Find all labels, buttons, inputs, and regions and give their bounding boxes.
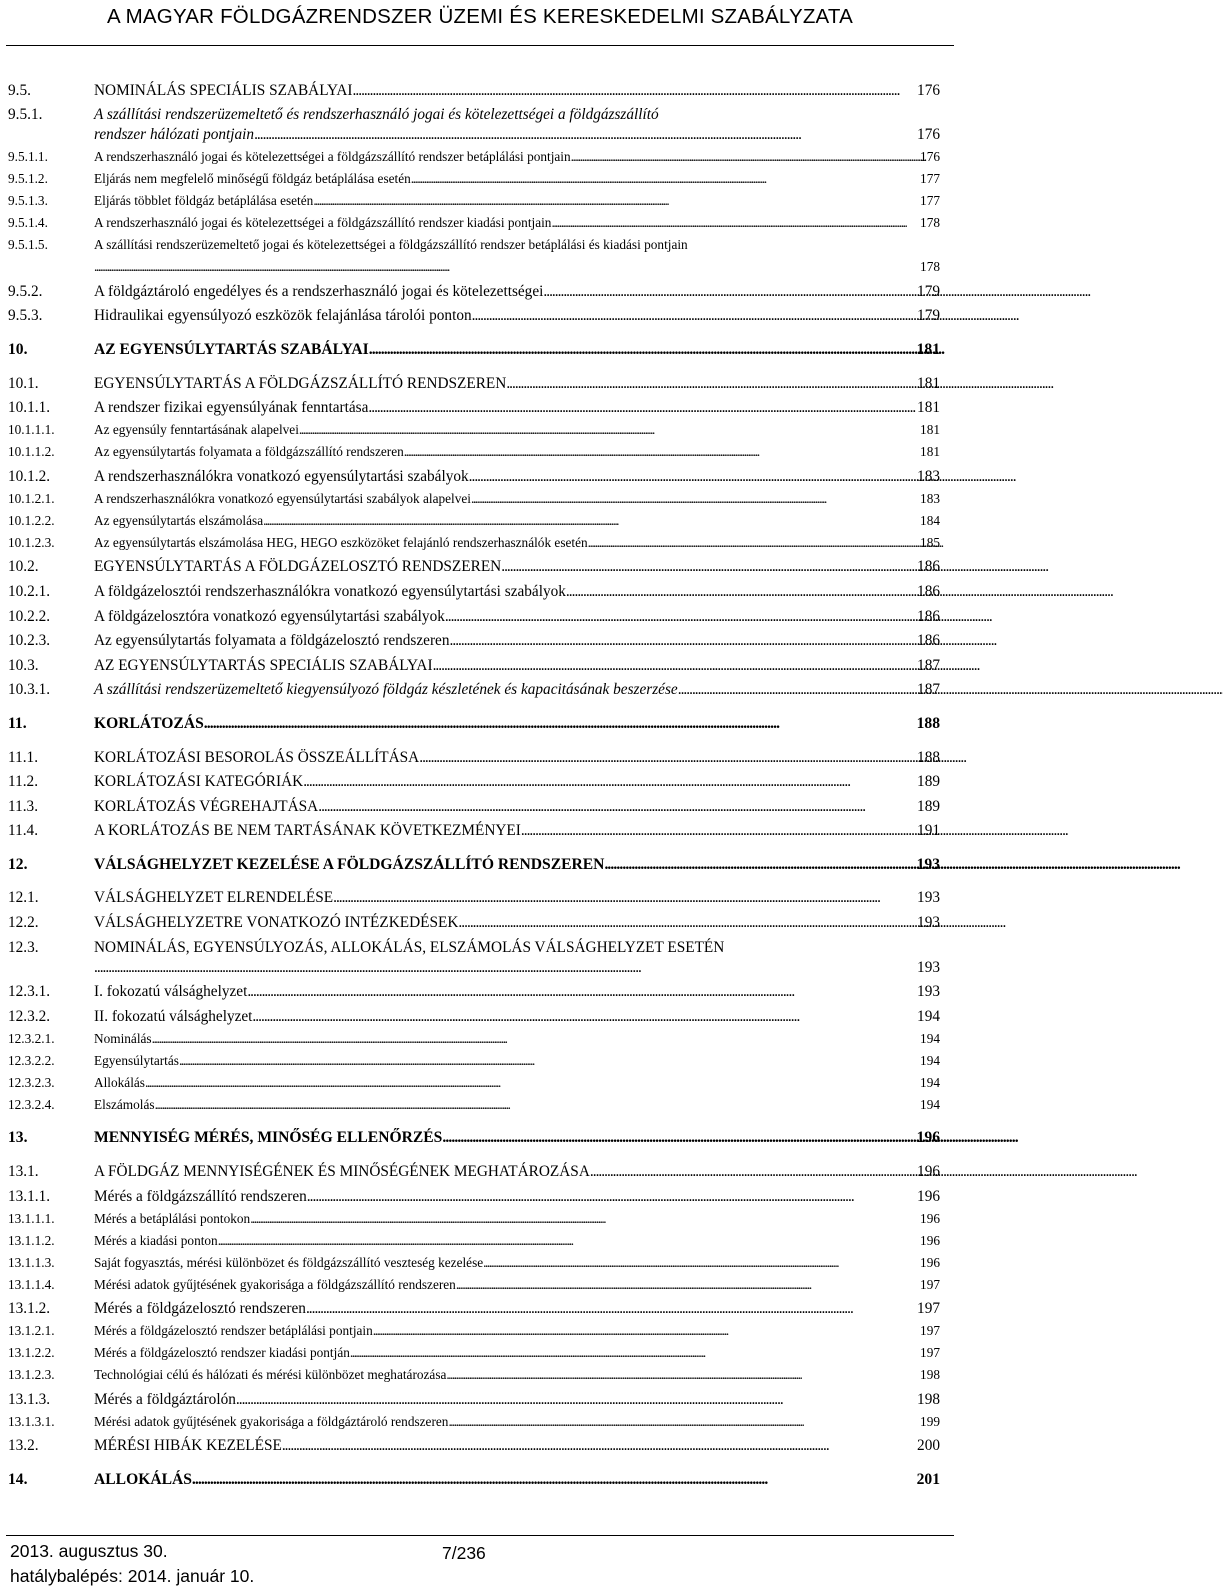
toc-dot-leader <box>179 1052 918 1069</box>
toc-entry-title: AZ EGYENSÚLYTARTÁS SPECIÁLIS SZABÁLYAI <box>94 656 433 674</box>
toc-dot-leader <box>192 1471 915 1488</box>
toc-dot-leader <box>458 914 915 931</box>
toc-dot-leader <box>483 1254 918 1271</box>
toc-entry[interactable] <box>8 145 940 167</box>
toc-entry-number: 13.1. <box>8 1163 39 1181</box>
toc-dot-leader <box>353 82 916 99</box>
toc-dot-leader <box>333 889 915 906</box>
toc-entry[interactable] <box>8 1182 940 1207</box>
toc-dot-leader <box>369 341 915 358</box>
toc-entry-title: Elszámolás <box>94 1096 155 1112</box>
toc-entry-title: Mérés a földgázelosztó rendszeren <box>94 1300 306 1318</box>
toc-entry-title: A földgázelosztói rendszerhasználókra vonatkozó egyensúlytartási szabályok <box>94 582 566 600</box>
toc-entry[interactable] <box>8 1319 940 1341</box>
toc-entry[interactable] <box>8 369 940 394</box>
toc-entry[interactable] <box>8 335 940 360</box>
toc-entry-title: MENNYISÉG MÉRÉS, MINŐSÉG ELLENŐRZÉS <box>94 1129 443 1147</box>
toc-entry-title: VÁLSÁGHELYZET ELRENDELÉSE <box>94 889 334 907</box>
toc-dot-leader <box>456 1276 918 1293</box>
toc-entry[interactable] <box>8 462 940 487</box>
toc-entry-title: Eljárás nem megfelelő minőségű földgáz betáplálása esetén <box>94 171 411 187</box>
toc-entry-page: 187 <box>917 681 940 699</box>
toc-entry-title: Mérés a földgázszállító rendszeren <box>94 1187 307 1205</box>
toc-entry[interactable] <box>8 676 940 701</box>
toc-entry-title: EGYENSÚLYTARTÁS A FÖLDGÁZELOSZTÓ RENDSZEREN <box>94 558 502 576</box>
toc-entry-title: A rendszerhasználókra vonatkozó egyensúlytartási szabályok <box>94 467 469 485</box>
toc-entry-number: 9.5.2. <box>8 282 43 300</box>
toc-entry-page: 186 <box>917 632 940 650</box>
toc-dot-leader <box>448 1413 918 1430</box>
toc-entry-page: 176 <box>917 126 940 144</box>
toc-entry-title: Mérési adatok gyűjtésének gyakorisága a földgázszállító rendszeren <box>94 1276 456 1292</box>
toc-entry-page: 197 <box>917 1300 940 1318</box>
toc-entry-page: 198 <box>920 1367 940 1383</box>
toc-entry-title: Mérési adatok gyűjtésének gyakorisága a földgáztároló rendszeren <box>94 1413 449 1429</box>
toc-entry-title: rendszer hálózati pontjain <box>94 126 255 144</box>
header-rule <box>6 45 954 46</box>
toc-entry-number: 9.5.3. <box>8 307 43 325</box>
toc-entry-number: 12.3.2.3. <box>8 1074 55 1090</box>
toc-dot-leader <box>588 534 918 551</box>
toc-entry-number: 13.1.3.1. <box>8 1413 55 1429</box>
toc-entry-number: 13.1.1.1. <box>8 1210 55 1226</box>
toc-entry-page: 194 <box>920 1074 940 1090</box>
toc-entry[interactable] <box>8 440 940 462</box>
toc-entry-title: A földgáztároló engedélyes és a rendszerhasználó jogai és kötelezettségei <box>94 282 544 300</box>
toc-entry-title: A rendszerhasználókra vonatkozó egyensúlytartási szabályok alapelvei <box>94 490 471 506</box>
toc-entry[interactable] <box>8 1229 940 1251</box>
toc-dot-leader <box>471 490 918 507</box>
toc-dot-leader <box>236 1391 915 1408</box>
toc-entry-title: Mérés a földgázelosztó rendszer betáplálási pontjain <box>94 1323 373 1339</box>
toc-entry[interactable] <box>8 394 940 419</box>
toc-entry[interactable] <box>8 1295 940 1320</box>
toc-dot-leader <box>469 468 915 485</box>
toc-entry-page: 193 <box>916 855 940 873</box>
toc-dot-leader <box>368 399 915 416</box>
toc-dot-leader <box>506 375 915 392</box>
toc-entry-number: 11. <box>8 714 27 732</box>
toc-dot-leader <box>590 1163 915 1180</box>
toc-entry-title: KORLÁTOZÁS <box>94 714 204 732</box>
toc-entry-number: 11.1. <box>8 748 39 766</box>
toc-entry-page: 183 <box>920 490 940 506</box>
toc-entry[interactable] <box>8 211 940 233</box>
toc-dot-leader <box>252 1008 915 1025</box>
toc-entry-number: 13.1.2.3. <box>8 1367 55 1383</box>
toc-entry-title: A KORLÁTOZÁS BE NEM TARTÁSÁNAK KÖVETKEZMÉNYEI <box>94 822 521 840</box>
toc-entry-page: 193 <box>917 914 940 932</box>
toc-entry-number: 11.2. <box>8 773 39 791</box>
toc-entry-title: Mérés a földgázelosztó rendszer kiadási pontján <box>94 1345 350 1361</box>
toc-entry[interactable] <box>8 553 940 578</box>
toc-entry-number: 13.1.1. <box>8 1187 51 1205</box>
toc-entry[interactable] <box>8 487 940 509</box>
toc-entry-page: 193 <box>917 889 940 907</box>
toc-entry-page: 184 <box>920 512 940 528</box>
footer-date: 2013. augusztus 30. <box>10 1541 168 1561</box>
toc-dot-leader <box>445 608 915 625</box>
toc-dot-leader <box>521 822 915 839</box>
toc-entry-number: 10.2. <box>8 558 39 576</box>
toc-dot-leader <box>450 632 916 649</box>
toc-entry-number: 9.5. <box>8 81 31 99</box>
toc-entry-page: 193 <box>917 983 940 1001</box>
toc-entry-page: 186 <box>917 582 940 600</box>
toc-entry-title: Az egyensúlytartás folyamata a földgázelosztó rendszeren <box>94 632 450 650</box>
toc-entry-number: 10.1. <box>8 374 39 392</box>
toc-dot-leader <box>571 148 918 165</box>
toc-entry-page: 194 <box>920 1052 940 1068</box>
toc-entry[interactable] <box>8 1465 940 1490</box>
toc-entry-number: 12.1. <box>8 889 39 907</box>
toc-entry-number: 10.1.2.3. <box>8 534 55 550</box>
toc-entry-number: 9.5.1.5. <box>8 237 48 253</box>
toc-entry[interactable] <box>8 101 940 126</box>
toc-entry-number: 10.2.1. <box>8 582 51 600</box>
toc-entry-title: A szállítási rendszerüzemeltető jogai és kötelezettségei a földgázszállító rendszer betáplálási és kiadási pontjain <box>94 237 688 253</box>
toc-entry-number: 13.1.1.2. <box>8 1232 55 1248</box>
toc-entry-page: 191 <box>917 822 940 840</box>
toc-dot-leader <box>442 1129 914 1146</box>
toc-entry-number: 12.3. <box>8 938 39 956</box>
toc-entry-page: 193 <box>917 958 940 976</box>
toc-entry[interactable] <box>8 1341 940 1363</box>
toc-entry-number: 11.4. <box>8 822 39 840</box>
toc-entry[interactable] <box>8 602 940 627</box>
toc-entry-title: Technológiai célú és hálózati és mérési különbözet meghatározása <box>94 1367 447 1383</box>
toc-dot-leader <box>566 583 915 600</box>
toc-entry-title: KORLÁTOZÁS VÉGREHAJTÁSA <box>94 797 319 815</box>
toc-entry-title: Az egyensúlytartás folyamata a földgázszállító rendszeren <box>94 444 404 460</box>
toc-entry[interactable] <box>8 1363 940 1385</box>
toc-entry-number: 12.3.2.1. <box>8 1030 55 1046</box>
toc-entry[interactable] <box>8 1124 940 1149</box>
toc-dot-leader <box>247 983 915 1000</box>
toc-entry-page: 194 <box>917 1007 940 1025</box>
toc-dot-leader <box>318 798 915 815</box>
toc-dot-leader <box>543 283 915 300</box>
toc-entry-number: 11.3. <box>8 797 39 815</box>
toc-entry-page: 179 <box>917 282 940 300</box>
toc-entry-title: NOMINÁLÁS SPECIÁLIS SZABÁLYAI <box>94 81 353 99</box>
toc-entry[interactable] <box>8 1207 940 1229</box>
toc-entry[interactable] <box>8 577 940 602</box>
toc-entry[interactable] <box>8 709 940 734</box>
toc-entry-title: VÁLSÁGHELYZET KEZELÉSE A FÖLDGÁZSZÁLLÍTÓ RENDSZEREN <box>94 855 605 873</box>
toc-entry-number: 10.1.1.2. <box>8 444 55 460</box>
toc-entry-title: Az egyensúlytartás elszámolása HEG, HEGO eszközöket felajánló rendszerhasználók esetén <box>94 534 588 550</box>
toc-entry-title: I. fokozatú válsághelyzet <box>94 983 248 1001</box>
toc-entry[interactable] <box>8 509 940 531</box>
toc-dot-leader <box>313 192 918 209</box>
toc-entry-page: 194 <box>920 1096 940 1112</box>
toc-entry-page: 196 <box>917 1187 940 1205</box>
toc-entry[interactable] <box>8 768 940 793</box>
toc-dot-leader <box>373 1322 918 1339</box>
toc-entry-page: 185 <box>920 534 940 550</box>
toc-entry[interactable] <box>8 884 940 909</box>
toc-entry-number: 12.2. <box>8 914 39 932</box>
toc-entry[interactable] <box>8 255 940 277</box>
toc-entry-title: II. fokozatú válsághelyzet <box>94 1007 253 1025</box>
toc-entry[interactable] <box>8 627 940 652</box>
toc-entry-page: 181 <box>920 444 940 460</box>
toc-entry[interactable] <box>8 1385 940 1410</box>
toc-entry-title: A FÖLDGÁZ MENNYISÉGÉNEK ÉS MINŐSÉGÉNEK MEGHATÁROZÁSA <box>94 1163 590 1181</box>
toc-entry-number: 12. <box>8 855 28 873</box>
toc-entry-number: 10.1.2.1. <box>8 490 55 506</box>
toc-entry-number: 10.1.2. <box>8 467 51 485</box>
toc-entry-title: Az egyensúlytartás elszámolása <box>94 512 264 528</box>
toc-entry[interactable] <box>8 1251 940 1273</box>
toc-entry[interactable] <box>8 277 940 302</box>
toc-dot-leader <box>94 959 915 976</box>
table-of-contents <box>8 76 940 1490</box>
toc-entry[interactable] <box>8 651 940 676</box>
toc-dot-leader <box>250 1210 918 1227</box>
toc-entry-number: 13. <box>8 1129 28 1147</box>
toc-dot-leader <box>446 1366 918 1383</box>
toc-entry-page: 199 <box>920 1413 940 1429</box>
toc-entry-page: 181 <box>916 340 940 358</box>
toc-entry-page: 176 <box>917 81 940 99</box>
toc-entry-number: 13.1.2. <box>8 1300 51 1318</box>
toc-entry-page: 183 <box>917 467 940 485</box>
toc-entry[interactable] <box>8 418 940 440</box>
toc-entry[interactable] <box>8 233 940 255</box>
toc-dot-leader <box>152 1030 918 1047</box>
toc-entry-page: 177 <box>920 193 940 209</box>
toc-entry-page: 196 <box>916 1129 940 1147</box>
toc-entry[interactable] <box>8 1273 940 1295</box>
toc-entry-page: 188 <box>916 714 940 732</box>
toc-entry-page: 186 <box>917 607 940 625</box>
toc-dot-leader <box>94 258 918 275</box>
toc-entry-number: 10.2.2. <box>8 607 51 625</box>
toc-entry[interactable] <box>8 978 940 1003</box>
toc-entry[interactable] <box>8 1093 940 1115</box>
toc-entry-title: NOMINÁLÁS, EGYENSÚLYOZÁS, ALLOKÁLÁS, ELSZÁMOLÁS VÁLSÁGHELYZET ESETÉN <box>94 938 725 956</box>
toc-entry-page: 196 <box>920 1254 940 1270</box>
toc-entry[interactable] <box>8 933 940 958</box>
toc-entry[interactable] <box>8 1071 940 1093</box>
toc-entry-page: 196 <box>920 1210 940 1226</box>
toc-entry-number: 13.1.2.1. <box>8 1323 55 1339</box>
toc-entry-number: 12.3.1. <box>8 983 51 1001</box>
toc-entry-title: ALLOKÁLÁS <box>94 1471 192 1488</box>
footer-page-count: 7/236 <box>442 1543 486 1563</box>
footer-rule <box>6 1535 954 1536</box>
toc-entry-number: 10.1.1.1. <box>8 422 55 438</box>
toc-entry-title: Eljárás többlet földgáz betáplálása esetén <box>94 193 314 209</box>
toc-entry-page: 188 <box>917 748 940 766</box>
toc-dot-leader <box>350 1344 918 1361</box>
toc-entry-number: 12.3.2.2. <box>8 1052 55 1068</box>
toc-entry-page: 177 <box>920 171 940 187</box>
toc-entry-page: 189 <box>917 797 940 815</box>
footer-effective-date: hatálybalépés: 2014. január 10. <box>10 1566 255 1586</box>
toc-dot-leader <box>433 657 915 674</box>
toc-entry-title: KORLÁTOZÁSI BESOROLÁS ÖSSZEÁLLÍTÁSA <box>94 748 420 766</box>
toc-entry-title: AZ EGYENSÚLYTARTÁS SZABÁLYAI <box>94 340 369 358</box>
toc-entry[interactable] <box>8 1410 940 1432</box>
toc-entry-number: 12.3.2. <box>8 1007 51 1025</box>
toc-entry[interactable] <box>8 958 940 978</box>
toc-entry[interactable] <box>8 167 940 189</box>
toc-dot-leader <box>472 307 915 324</box>
toc-entry-number: 13.1.1.4. <box>8 1276 55 1292</box>
toc-dot-leader <box>307 1188 915 1205</box>
toc-dot-leader <box>204 715 915 732</box>
toc-entry-title: VÁLSÁGHELYZETRE VONATKOZÓ INTÉZKEDÉSEK <box>94 914 459 932</box>
toc-entry-number: 13.2. <box>8 1437 39 1455</box>
toc-entry-page: 176 <box>920 149 940 165</box>
toc-entry-title: A szállítási rendszerüzemeltető kiegyensúlyozó földgáz készletének és kapacitásának beszerzése <box>94 681 678 699</box>
toc-entry[interactable] <box>8 1049 940 1071</box>
toc-entry-number: 9.5.1.1. <box>8 149 48 165</box>
toc-dot-leader <box>218 1232 918 1249</box>
toc-entry-title: Allokálás <box>94 1074 145 1090</box>
toc-dot-leader <box>145 1074 918 1091</box>
toc-entry-number: 10.3. <box>8 656 39 674</box>
toc-entry-page: 196 <box>917 1163 940 1181</box>
toc-dot-leader <box>299 421 918 438</box>
toc-dot-leader <box>419 749 915 766</box>
toc-entry-number: 10. <box>8 340 28 358</box>
toc-dot-leader <box>254 126 915 143</box>
toc-entry[interactable] <box>8 531 940 553</box>
toc-entry-title: A rendszer fizikai egyensúlyának fenntartása <box>94 399 369 417</box>
toc-entry-number: 10.2.3. <box>8 632 51 650</box>
toc-entry-number: 10.1.2.2. <box>8 512 55 528</box>
toc-entry[interactable] <box>8 1002 940 1027</box>
toc-entry[interactable] <box>8 1157 940 1182</box>
toc-entry-title: Nominálás <box>94 1030 152 1046</box>
toc-entry-title: Hidraulikai egyensúlyozó eszközök felajánlása tárolói ponton <box>94 307 472 325</box>
toc-entry-page: 194 <box>920 1030 940 1046</box>
toc-entry-page: 179 <box>917 307 940 325</box>
toc-entry-number: 13.1.2.2. <box>8 1345 55 1361</box>
toc-entry-page: 196 <box>920 1232 940 1248</box>
toc-entry-number: 9.5.1. <box>8 106 43 124</box>
toc-entry[interactable] <box>8 125 940 145</box>
toc-entry-page: 186 <box>917 558 940 576</box>
toc-entry-page: 197 <box>920 1345 940 1361</box>
toc-entry-number: 14. <box>8 1471 28 1488</box>
toc-entry[interactable] <box>8 302 940 327</box>
toc-entry[interactable] <box>8 189 940 211</box>
toc-entry-number: 13.1.3. <box>8 1390 51 1408</box>
toc-entry-page: 187 <box>917 656 940 674</box>
toc-entry-number: 9.5.1.4. <box>8 215 48 231</box>
toc-entry-number: 9.5.1.2. <box>8 171 48 187</box>
toc-entry-title: Mérés a földgáztárolón <box>94 1390 236 1408</box>
toc-dot-leader <box>604 856 914 873</box>
toc-entry-title: A rendszerhasználó jogai és kötelezettségei a földgázszállító rendszer betáplálási pontjain <box>94 149 571 165</box>
toc-entry-page: 198 <box>917 1390 940 1408</box>
toc-entry[interactable] <box>8 1027 940 1049</box>
toc-entry[interactable] <box>8 908 940 933</box>
toc-entry-title: Az egyensúly fenntartásának alapelvei <box>94 422 299 438</box>
toc-entry-title: A földgázelosztóra vonatkozó egyensúlytartási szabályok <box>94 607 445 625</box>
toc-entry-title: A szállítási rendszerüzemeltető és rendszerhasználó jogai és kötelezettségei a földgázszállító <box>94 106 659 124</box>
toc-dot-leader <box>501 558 915 575</box>
toc-entry-title: Saját fogyasztás, mérési különbözet és földgázszállító veszteség kezelése <box>94 1254 484 1270</box>
toc-entry-title: Mérés a betáplálási pontokon <box>94 1210 251 1226</box>
toc-entry-page: 200 <box>917 1437 940 1455</box>
toc-entry[interactable] <box>8 817 940 842</box>
toc-entry-page: 181 <box>917 399 940 417</box>
toc-dot-leader <box>263 512 918 529</box>
toc-entry-page: 197 <box>920 1276 940 1292</box>
toc-entry-page: 181 <box>917 374 940 392</box>
toc-entry-page: 189 <box>917 773 940 791</box>
toc-entry-number: 12.3.2.4. <box>8 1096 55 1112</box>
toc-dot-leader <box>404 443 918 460</box>
toc-entry-page: 178 <box>920 259 940 275</box>
toc-dot-leader <box>551 214 918 231</box>
toc-entry-page: 178 <box>920 215 940 231</box>
toc-entry-number: 10.3.1. <box>8 681 51 699</box>
toc-entry-page: 181 <box>920 422 940 438</box>
toc-entry[interactable] <box>8 850 940 875</box>
toc-dot-leader <box>282 1437 915 1454</box>
toc-entry[interactable] <box>8 743 940 768</box>
toc-entry-number: 13.1.1.3. <box>8 1254 55 1270</box>
toc-entry[interactable] <box>8 792 940 817</box>
toc-entry-page: 201 <box>916 1471 940 1488</box>
toc-entry[interactable] <box>8 76 940 101</box>
toc-entry-number: 10.1.1. <box>8 399 51 417</box>
toc-entry-number: 9.5.1.3. <box>8 193 48 209</box>
toc-entry-page: 197 <box>920 1323 940 1339</box>
toc-entry-title: A rendszerhasználó jogai és kötelezettségei a földgázszállító rendszer kiadási pontjain <box>94 215 552 231</box>
toc-dot-leader <box>411 170 918 187</box>
toc-entry-title: Egyensúlytartás <box>94 1052 179 1068</box>
toc-entry-title: MÉRÉSI HIBÁK KEZELÉSE <box>94 1437 282 1455</box>
toc-dot-leader <box>306 1300 915 1317</box>
toc-dot-leader <box>303 773 915 790</box>
document-header: A MAGYAR FÖLDGÁZRENDSZER ÜZEMI ÉS KERESKEDELMI SZABÁLYZATA <box>107 5 853 28</box>
toc-entry-title: Mérés a kiadási ponton <box>94 1232 218 1248</box>
toc-dot-leader <box>678 681 915 698</box>
toc-entry-title: KORLÁTOZÁSI KATEGÓRIÁK <box>94 773 304 791</box>
toc-entry-title: EGYENSÚLYTARTÁS A FÖLDGÁZSZÁLLÍTÓ RENDSZEREN <box>94 374 507 392</box>
toc-dot-leader <box>155 1096 918 1113</box>
toc-entry[interactable] <box>8 1432 940 1457</box>
